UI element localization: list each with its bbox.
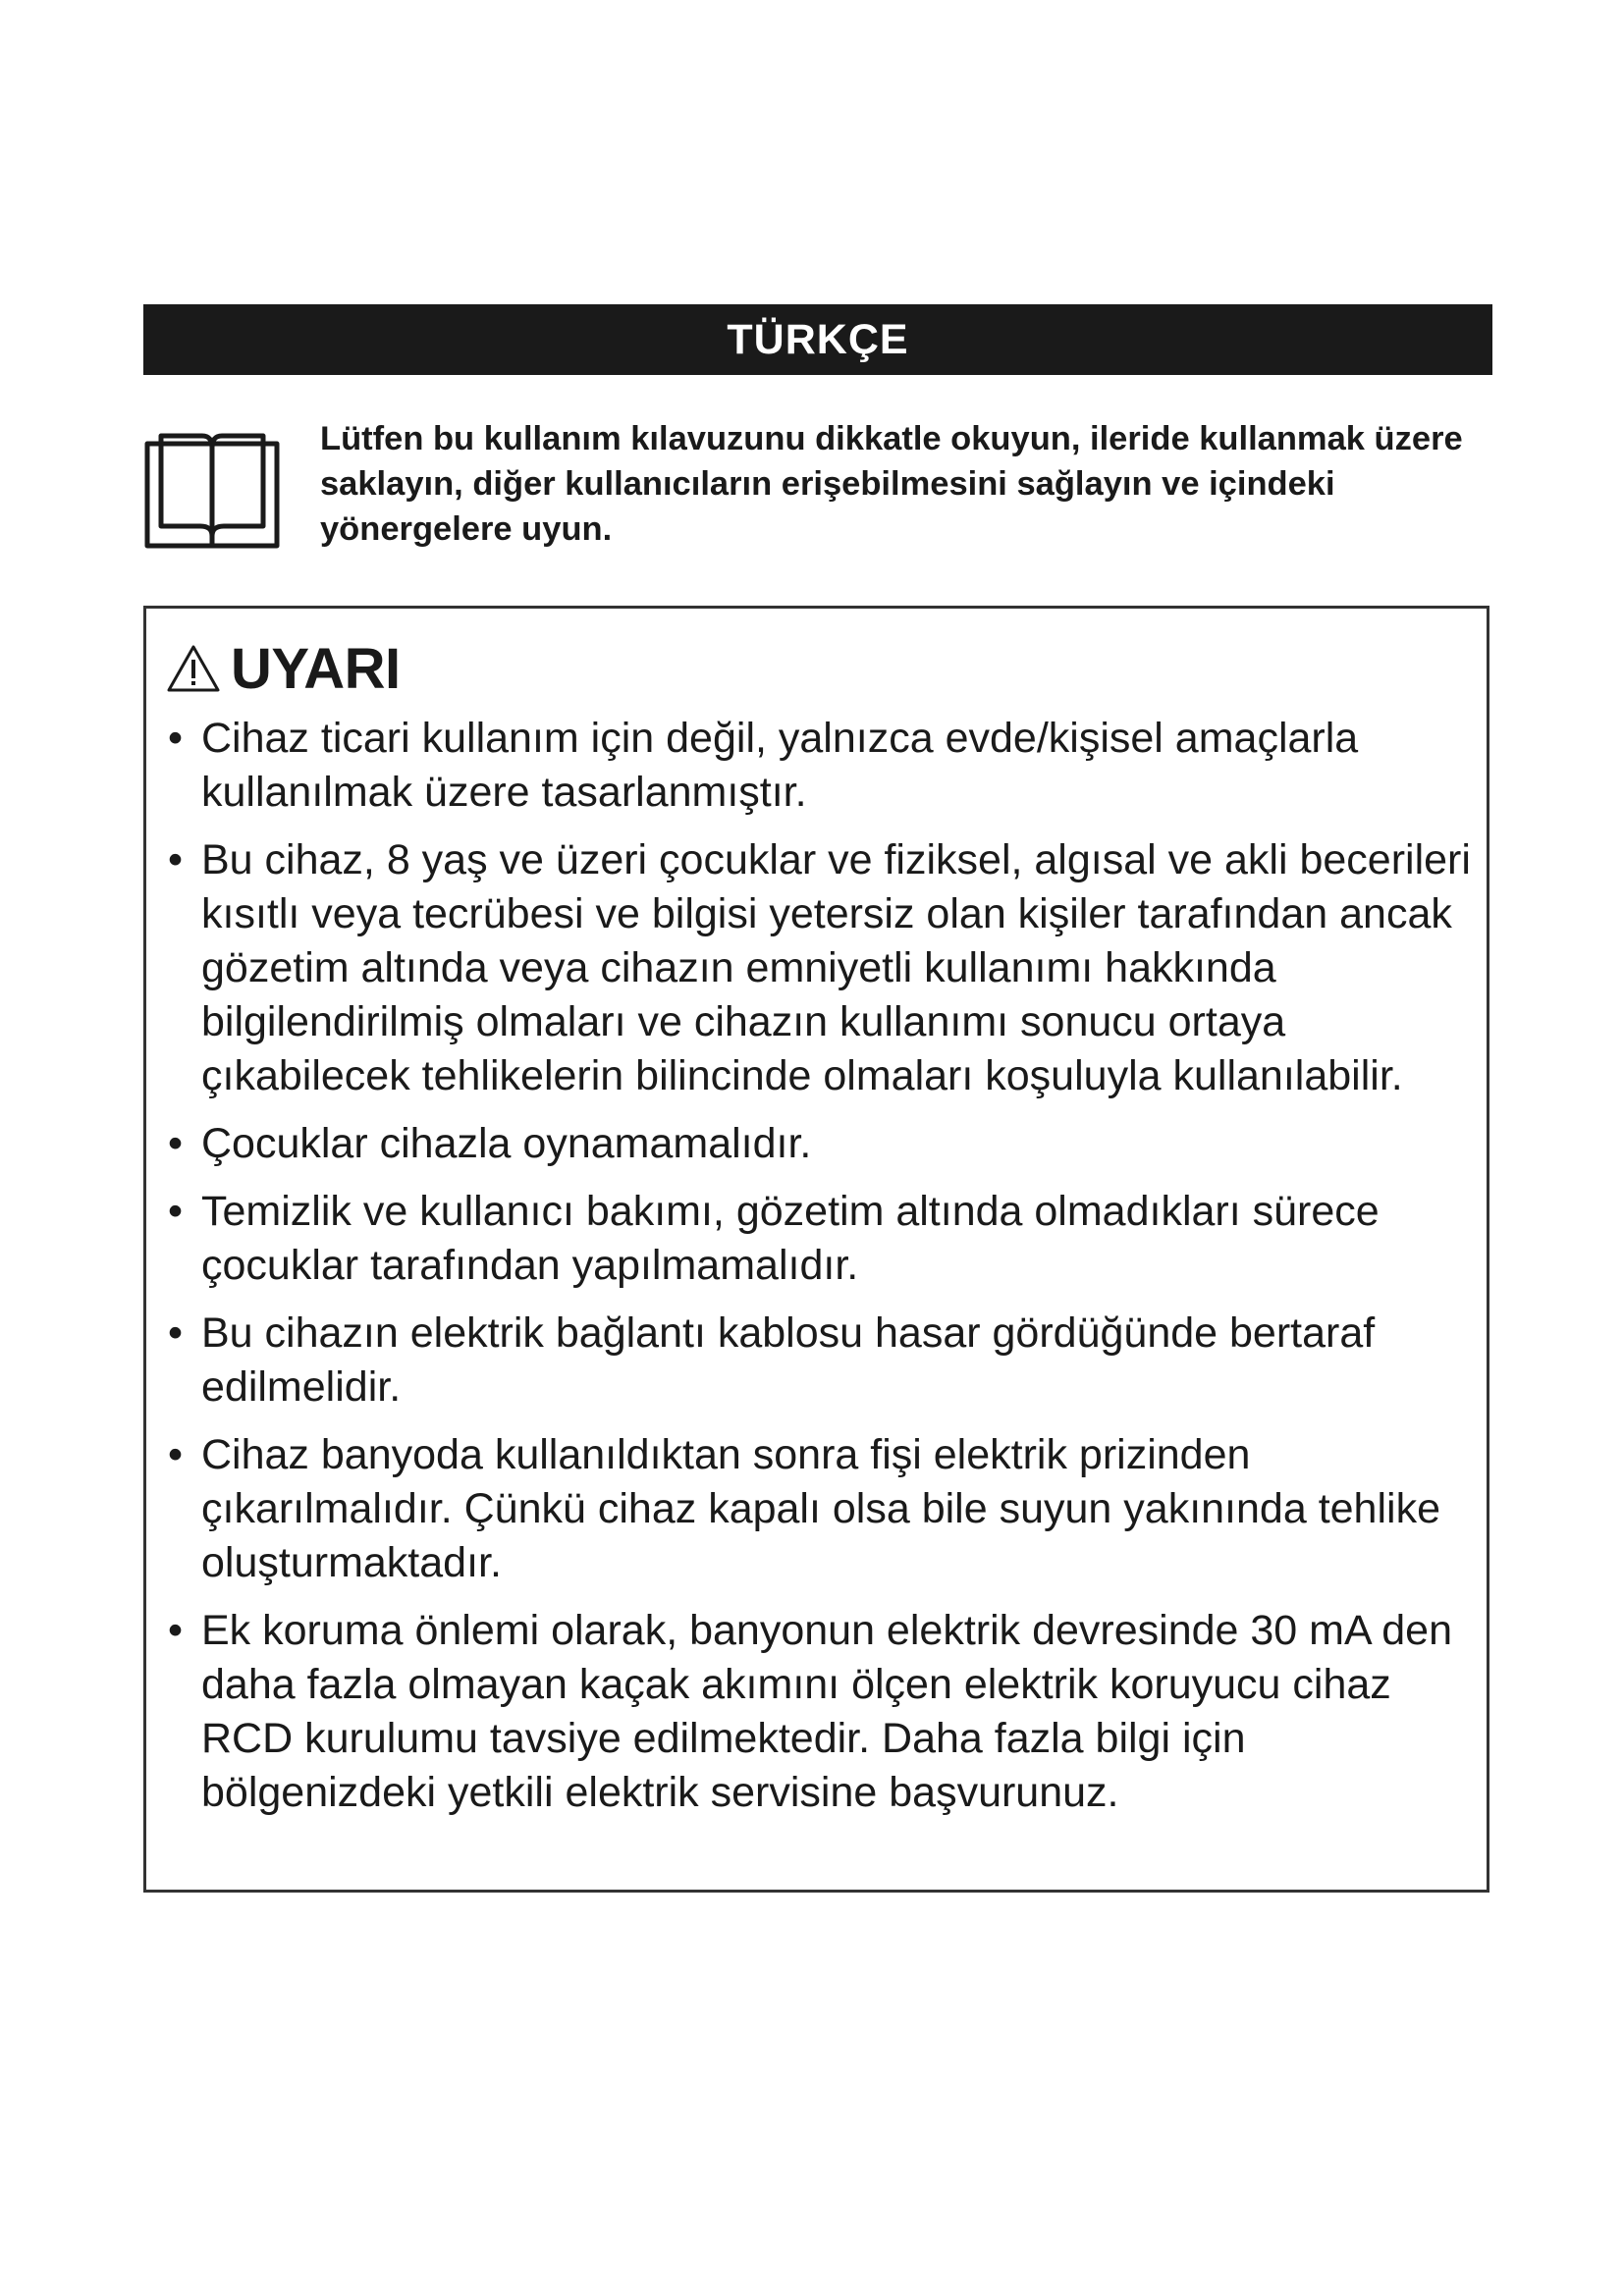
- manual-notice-text: Lütfen bu kullanım kılavuzunu dikkatle okuyun, ileride kullanmak üzere saklayın, diğer kullanıcıların erişebilmesini sağlayın ve içindeki yönergelere uyun.: [320, 420, 1463, 548]
- warning-item-text: Bu cihaz, 8 yaş ve üzeri çocuklar ve fiziksel, algısal ve akli becerileri kısıtlı veya tecrübesi ve bilgisi yetersiz olan kişiler tarafından ancak gözetim altında veya cihazın emniyetli kullanımı hakkında bilgilendirilmiş olmaları ve cihazın kullanımı sonucu ortaya çıkabilecek tehlikelerin bilincinde olmaları koşuluyla kullanılabilir.: [201, 836, 1471, 1099]
- warning-item-text: Temizlik ve kullanıcı bakımı, gözetim altında olmadıkları sürece çocuklar tarafından yapılmamalıdır.: [201, 1188, 1380, 1289]
- warning-item: [166, 1307, 1472, 1415]
- warning-item: [166, 1604, 1472, 1820]
- language-title: TÜRKÇE: [727, 315, 909, 363]
- book-icon: [143, 416, 281, 554]
- bullet: •: [168, 715, 184, 762]
- warning-item-text: Çocuklar cihazla oynamamalıdır.: [201, 1120, 812, 1167]
- bullet: •: [168, 1188, 184, 1235]
- warning-item-text: Ek koruma önlemi olarak, banyonun elektrik devresinde 30 mA den daha fazla olmayan kaçak akımını ölçen elektrik koruyucu cihaz RCD kurulumu tavsiye edilmektedir. Daha fazla bilgi için bölgenizdeki yetkili elektrik servisine başvurunuz.: [201, 1607, 1452, 1816]
- warning-item: [166, 1428, 1472, 1590]
- warning-list: [166, 712, 1472, 1834]
- bullet: •: [168, 1431, 184, 1478]
- warning-item: [166, 1117, 1472, 1171]
- bullet: •: [168, 1309, 184, 1357]
- warning-item-text: Cihaz ticari kullanım için değil, yalnızca evde/kişisel amaçlarla kullanılmak üzere tasarlanmıştır.: [201, 715, 1359, 816]
- warning-heading: [166, 634, 401, 703]
- warning-item-text: Cihaz banyoda kullanıldıktan sonra fişi elektrik prizinden çıkarılmalıdır. Çünkü cihaz kapalı olsa bile suyun yakınında tehlike oluşturmaktadır.: [201, 1431, 1440, 1586]
- warning-box: [143, 606, 1489, 1893]
- warning-triangle-icon: [166, 643, 221, 694]
- bullet: •: [168, 1120, 184, 1167]
- warning-item: [166, 1185, 1472, 1293]
- bullet: •: [168, 836, 184, 883]
- warning-item: [166, 712, 1472, 820]
- bullet: •: [168, 1607, 184, 1654]
- manual-notice: [143, 416, 1492, 554]
- warning-item: [166, 833, 1472, 1103]
- warning-item-text: Bu cihazın elektrik bağlantı kablosu hasar gördüğünde bertaraf edilmelidir.: [201, 1309, 1376, 1411]
- warning-title: UYARI: [231, 636, 401, 701]
- language-header: [143, 304, 1492, 375]
